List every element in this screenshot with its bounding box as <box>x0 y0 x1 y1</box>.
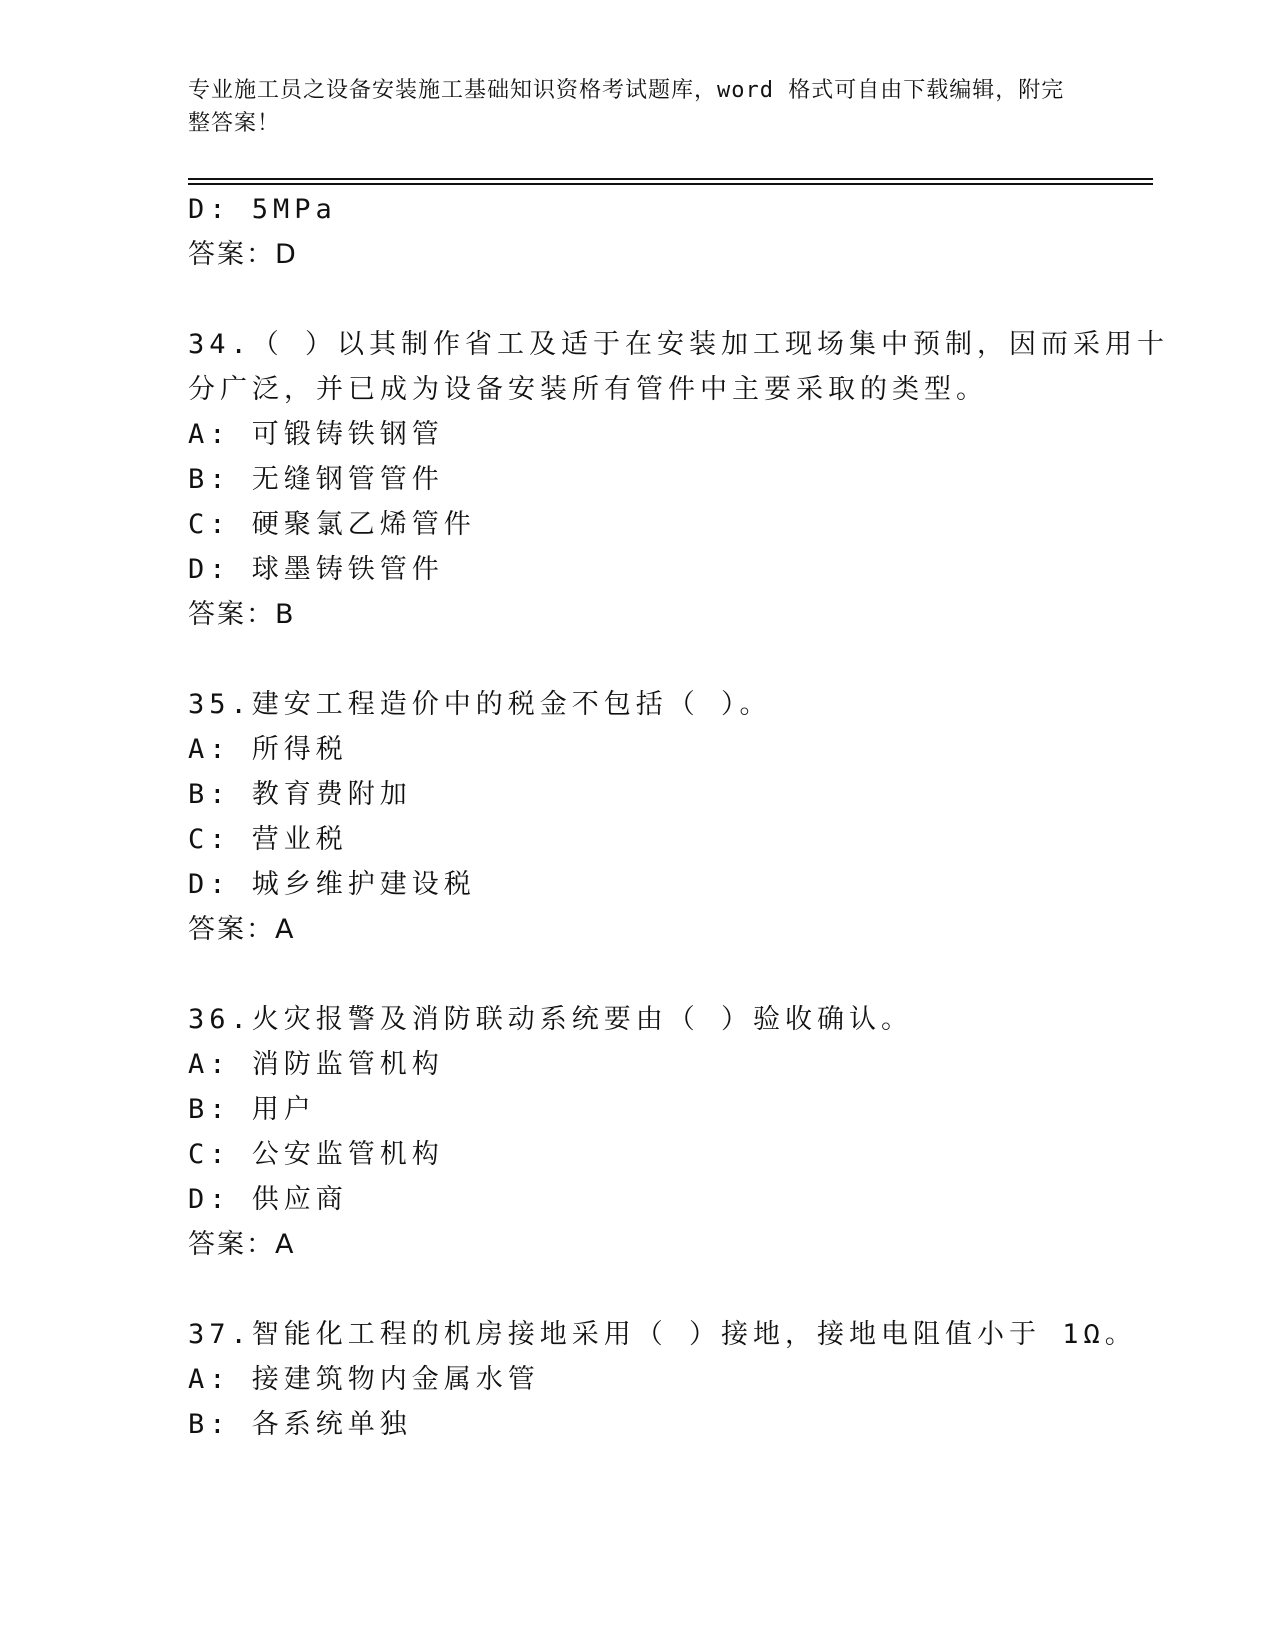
header-divider-top <box>188 178 1153 180</box>
question-36-option-a: A: 消防监管机构 <box>188 1049 444 1080</box>
question-36-answer: 答案：A <box>188 1229 296 1260</box>
question-34-option-c: C: 硬聚氯乙烯管件 <box>188 509 476 540</box>
header-divider-bottom <box>188 183 1153 185</box>
question-34-option-b: B: 无缝钢管管件 <box>188 464 444 495</box>
question-34-option-a: A: 可锻铸铁钢管 <box>188 419 444 450</box>
question-37-option-a: A: 接建筑物内金属水管 <box>188 1364 540 1395</box>
prev-option-d: D: 5MPa <box>188 194 337 225</box>
question-34-answer: 答案：B <box>188 599 296 630</box>
question-36-option-b: B: 用户 <box>188 1094 316 1125</box>
question-35-option-b: B: 教育费附加 <box>188 779 412 810</box>
question-34-option-d: D: 球墨铸铁管件 <box>188 554 444 585</box>
question-37-option-b: B: 各系统单独 <box>188 1409 412 1440</box>
question-35-stem: 35.建安工程造价中的税金不包括（ ）。 <box>188 689 772 720</box>
question-35-option-a: A: 所得税 <box>188 734 348 765</box>
prev-answer: 答案：D <box>188 239 298 270</box>
question-35-option-d: D: 城乡维护建设税 <box>188 869 476 900</box>
document-header: 专业施工员之设备安装施工基础知识资格考试题库，word 格式可自由下载编辑，附完整答案！ <box>188 78 1065 136</box>
question-35-answer: 答案：A <box>188 914 296 945</box>
question-34-stem-line-2: 分广泛，并已成为设备安装所有管件中主要采取的类型。 <box>188 374 988 405</box>
question-36-stem: 36.火灾报警及消防联动系统要由（ ）验收确认。 <box>188 1004 914 1035</box>
question-36-option-d: D: 供应商 <box>188 1184 348 1215</box>
question-35-option-c: C: 营业税 <box>188 824 348 855</box>
question-37-stem: 37.智能化工程的机房接地采用（ ）接地，接地电阻值小于 1Ω。 <box>188 1319 1137 1350</box>
question-34-stem-line-1: 34.（ ）以其制作省工及适于在安装加工现场集中预制，因而采用十 <box>188 329 1170 360</box>
question-36-option-c: C: 公安监管机构 <box>188 1139 444 1170</box>
